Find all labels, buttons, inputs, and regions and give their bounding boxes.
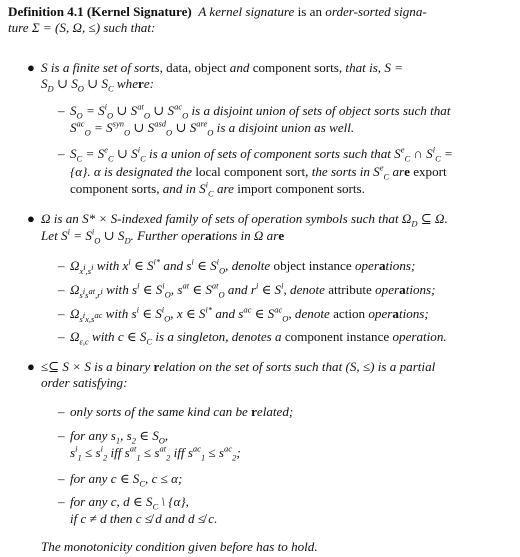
bullet2-sub1: $\Omega_{x^i,s^i}$ with $x^i$ ∈ $S^{i*}$ and $s^i$ ∈ $S^i_O$, denolte object instance operations; [70, 256, 416, 276]
dash: – [58, 103, 65, 118]
bullet1-sub2-line1: $S_C = S^e_C$ ∪ $S^i_C$ is a union of sets of component sorts such that $S^e_C$ ∩ $S^i_C$ = [70, 144, 453, 164]
definition-intro-line2: ture Σ = (S, Ω, ≤) such that: [8, 20, 156, 35]
bullet1-line2: $S_D$ ∪ $S_O$ ∪ $S_C$ where: [41, 76, 155, 94]
bullet-dot: ● [27, 60, 35, 75]
bullet3-sub4-line1: for any c, d ∈ $S_C$ \ {α}, [70, 494, 189, 512]
definition-heading: Definition 4.1 (Kernel Signature) [8, 4, 192, 19]
bullet1-sub2-line3: component sorts, and in $S^i_C$ are import component sorts. [70, 179, 365, 199]
bullet3-sub1: only sorts of the same kind can be related; [70, 404, 294, 419]
dash: – [58, 494, 65, 509]
bullet2-line1: Ω is an S* × S-indexed family of sets of operation symbols such that $\Omega_D$ ⊆ Ω. [41, 211, 448, 229]
definition-intro-line1: A kernel signature is an order-sorted signa- [195, 4, 427, 19]
dash: – [58, 258, 65, 273]
bullet1-sub1-line1: $S_O = S^i_O$ ∪ $S^{at}_O$ ∪ $S^{ac}_O$ is a disjoint union of sets of object sorts such that [70, 101, 451, 121]
bullet-dot: ● [27, 359, 35, 374]
dash: – [58, 146, 65, 161]
bullet3-sub2-line1: for any $s_1$, $s_2$ ∈ $S_O$, [70, 428, 169, 446]
bullet3-line2: order satisfying: [41, 375, 128, 390]
dash: – [58, 282, 65, 297]
bullet3-sub4-line2: if c ≠ d then c ≰ d and d ≰ c. [70, 511, 218, 526]
bullet2-sub4: $\Omega_{\varepsilon,c}$ with c ∈ $S_C$ is a singleton, denotes a component instance operation. [70, 329, 447, 347]
bullet2-line2: Let $S^i = S^i_O$ ∪ $S_D$. Further operations in Ω are [41, 226, 285, 246]
definition-block [8, 4, 427, 20]
dash: – [58, 329, 65, 344]
dash: – [58, 471, 65, 486]
bullet3-sub3: for any c ∈ $S_C$, c ≤ α; [70, 471, 183, 489]
bullet3-line1: ≤⊆ S × S is a binary relation on the set of sorts such that (S, ≤) is a partial [41, 359, 436, 374]
bullet-dot: ● [27, 211, 35, 226]
bullet1-sub2-line2: {α}. α is designated the local component sort, the sorts in $S^e_C$ are export [70, 162, 447, 182]
bullet3-sub2-line2: $s^i_1 \le s^i_2$ iff $s^{at}_1 \le s^{at}_2$ iff $s^{ac}_1 \le s^{ac}_2$; [70, 443, 241, 463]
bullet2-sub2: $\Omega_{s^is^{at},r^i}$ with $s^i$ ∈ $S^i_O$, $s^{at}$ ∈ $S^{at}_O$ and $r^i$ ∈ $S^i$, denote attribute operations; [70, 280, 436, 300]
bullet1-sub1-line2: $S^{ac}_O = S^{syn}_O$ ∪ $S^{asd}_O$ ∪ $S^{are}_O$ is a disjoint union as well. [70, 118, 355, 138]
bullet2-sub3: $\Omega_{s^ix,s^{ac}}$ with $s^i$ ∈ $S^i_O$, x ∈ $S^{i*}$ and $s^{ac}$ ∈ $S^{ac}_O$, denote action operations; [70, 304, 429, 324]
dash: – [58, 404, 65, 419]
dash: – [58, 306, 65, 321]
dash: – [58, 428, 65, 443]
closing-sentence: The monotonicity condition given before has to hold. [41, 539, 318, 554]
bullet1-line1: S is a finite set of sorts, data, object and component sorts, that is, S = [41, 60, 404, 75]
